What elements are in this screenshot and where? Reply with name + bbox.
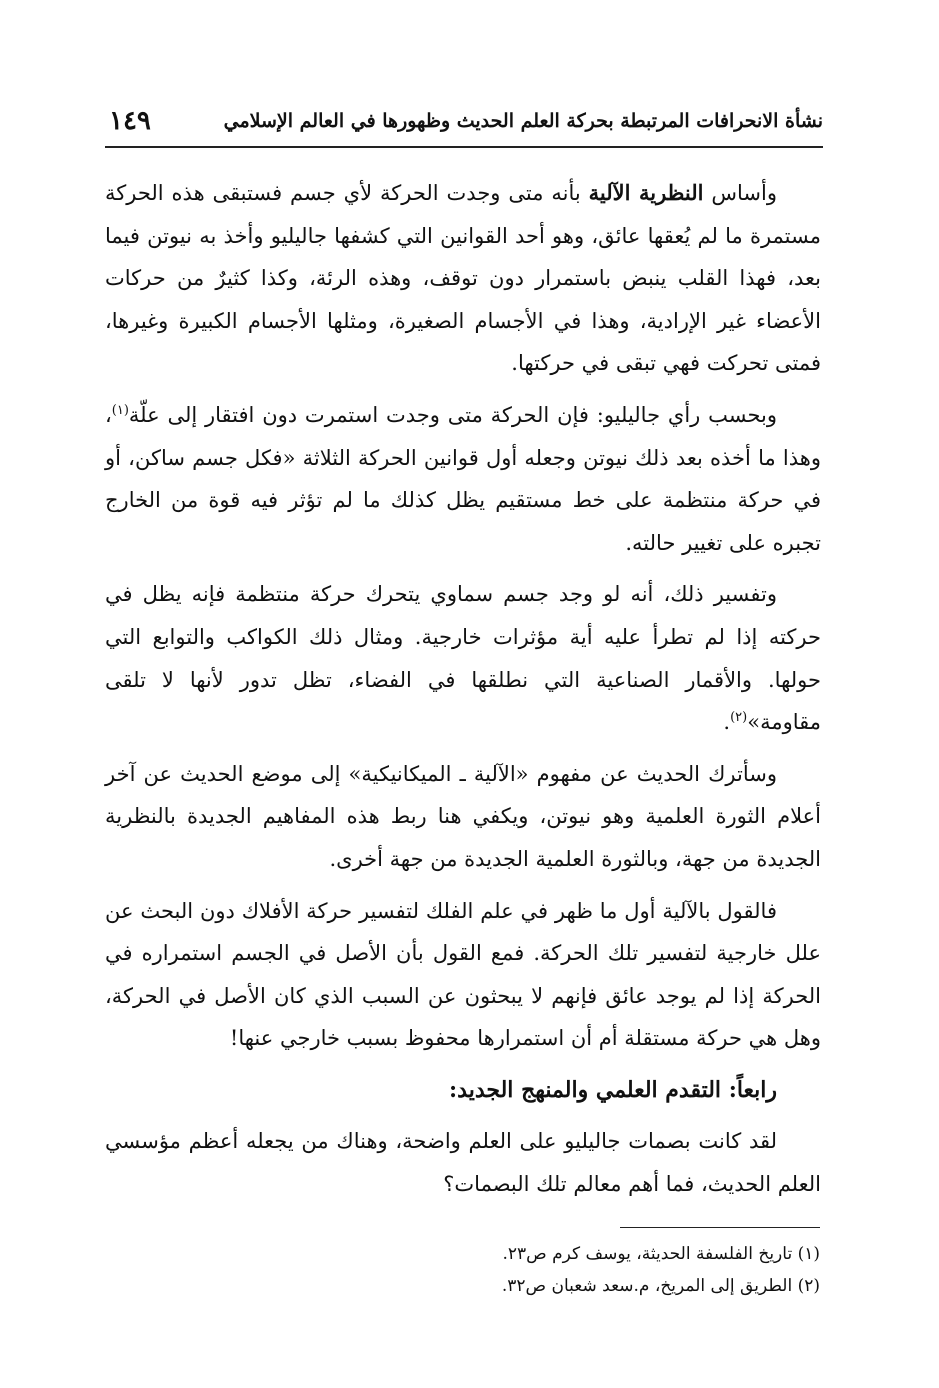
paragraph-6: لقد كانت بصمات جاليليو على العلم واضحة، وهناك من يجعله أعظم مؤسسي العلم الحديث، فما أهم معالم تلك البصمات؟ — [105, 1129, 821, 1197]
bold-term: النظرية الآلية — [588, 180, 704, 205]
page-number: ١٤٩ — [109, 106, 151, 136]
paragraph-3-end: . — [723, 710, 731, 735]
footnotes — [300, 1238, 820, 1302]
paragraph-1-start: وأساس — [703, 181, 777, 205]
paragraph-3-start: وتفسير ذلك، أنه لو وجد جسم سماوي يتحرك حركة منتظمة فإنه يظل في حركته إذا لم تطرأ عليه أية مؤثرات خارجية. ومثال ذلك الكواكب والتوابع التي حولها. والأقمار الصناعية التي نطلقها في الفضاء، تظل تدور لأنها لا تلقى مقاومة» — [105, 582, 821, 735]
running-title: نشأة الانحرافات المرتبطة بحركة العلم الحديث وظهورها في العالم الإسلامي — [223, 110, 823, 132]
footnote-divider — [620, 1227, 820, 1228]
paragraph-2-rest: ، وهذا ما أخذه بعد ذلك نيوتن وجعله أول قوانين الحركة الثلاثة «فكل جسم ساكن، أو في حركة منتظمة على خط مستقيم يظل كذلك ما لم تؤثر فيه قوة من الخارج تجبره على تغيير حالته. — [105, 402, 821, 555]
body-text — [105, 172, 821, 1215]
footnote-ref-2: (٢) — [730, 710, 748, 726]
paragraph-4: وسأترك الحديث عن مفهوم «الآلية ـ الميكانيكية» إلى موضع الحديث عن آخر أعلام الثورة العلمية وهو نيوتن، ويكفي هنا ربط هذه المفاهيم الجديدة بالنظرية الجديدة من جهة، وبالثورة العلمية الجديدة من جهة أخرى. — [105, 761, 821, 871]
section-heading: رابعاً: التقدم العلمي والمنهج الجديد: — [449, 1076, 777, 1103]
footnote-1: (١) تاريخ الفلسفة الحديثة، يوسف كرم ص٢٣. — [502, 1244, 820, 1264]
paragraph-5: فالقول بالآلية أول ما ظهر في علم الفلك لتفسير حركة الأفلاك دون البحث عن علل خارجية لتفسير تلك الحركة. فمع القول بأن الأصل في الجسم استمراره في الحركة إذا لم يوجد عائق فإنهم لا يبحثون عن السبب الذي كان الأصل في الحركة، وهل هي حركة مستقلة أم أن استمرارها محفوظ بسبب خارجي عنها! — [105, 898, 821, 1051]
paragraph-2 — [105, 394, 821, 564]
paragraph-1 — [105, 172, 821, 385]
footnote-2: (٢) الطريق إلى المريخ، م.سعد شعبان ص٣٢. — [501, 1276, 820, 1296]
paragraph-2-start: وبحسب رأي جاليليو: فإن الحركة متى وجدت استمرت دون افتقار إلى علّة — [128, 402, 777, 427]
paragraph-3 — [105, 573, 821, 743]
page-header — [105, 96, 823, 148]
footnote-ref-1: (١) — [111, 402, 129, 418]
paragraph-1-rest: بأنه متى وجدت الحركة لأي جسم فستبقى هذه الحركة مستمرة ما لم يُعقها عائق، وهو أحد القوانين التي كشفها جاليليو وأخذ به نيوتن فيما بعد، فهذا القلب ينبض باستمرار دون توقف، وهذه الرئة، وكذا كثيرٌ من حركات الأعضاء غير الإرادية، وهذا في الأجسام الصغيرة، ومثلها الأجسام الكبيرة وغيرها، فمتى تحركت فهي تبقى في حركتها. — [105, 181, 821, 376]
